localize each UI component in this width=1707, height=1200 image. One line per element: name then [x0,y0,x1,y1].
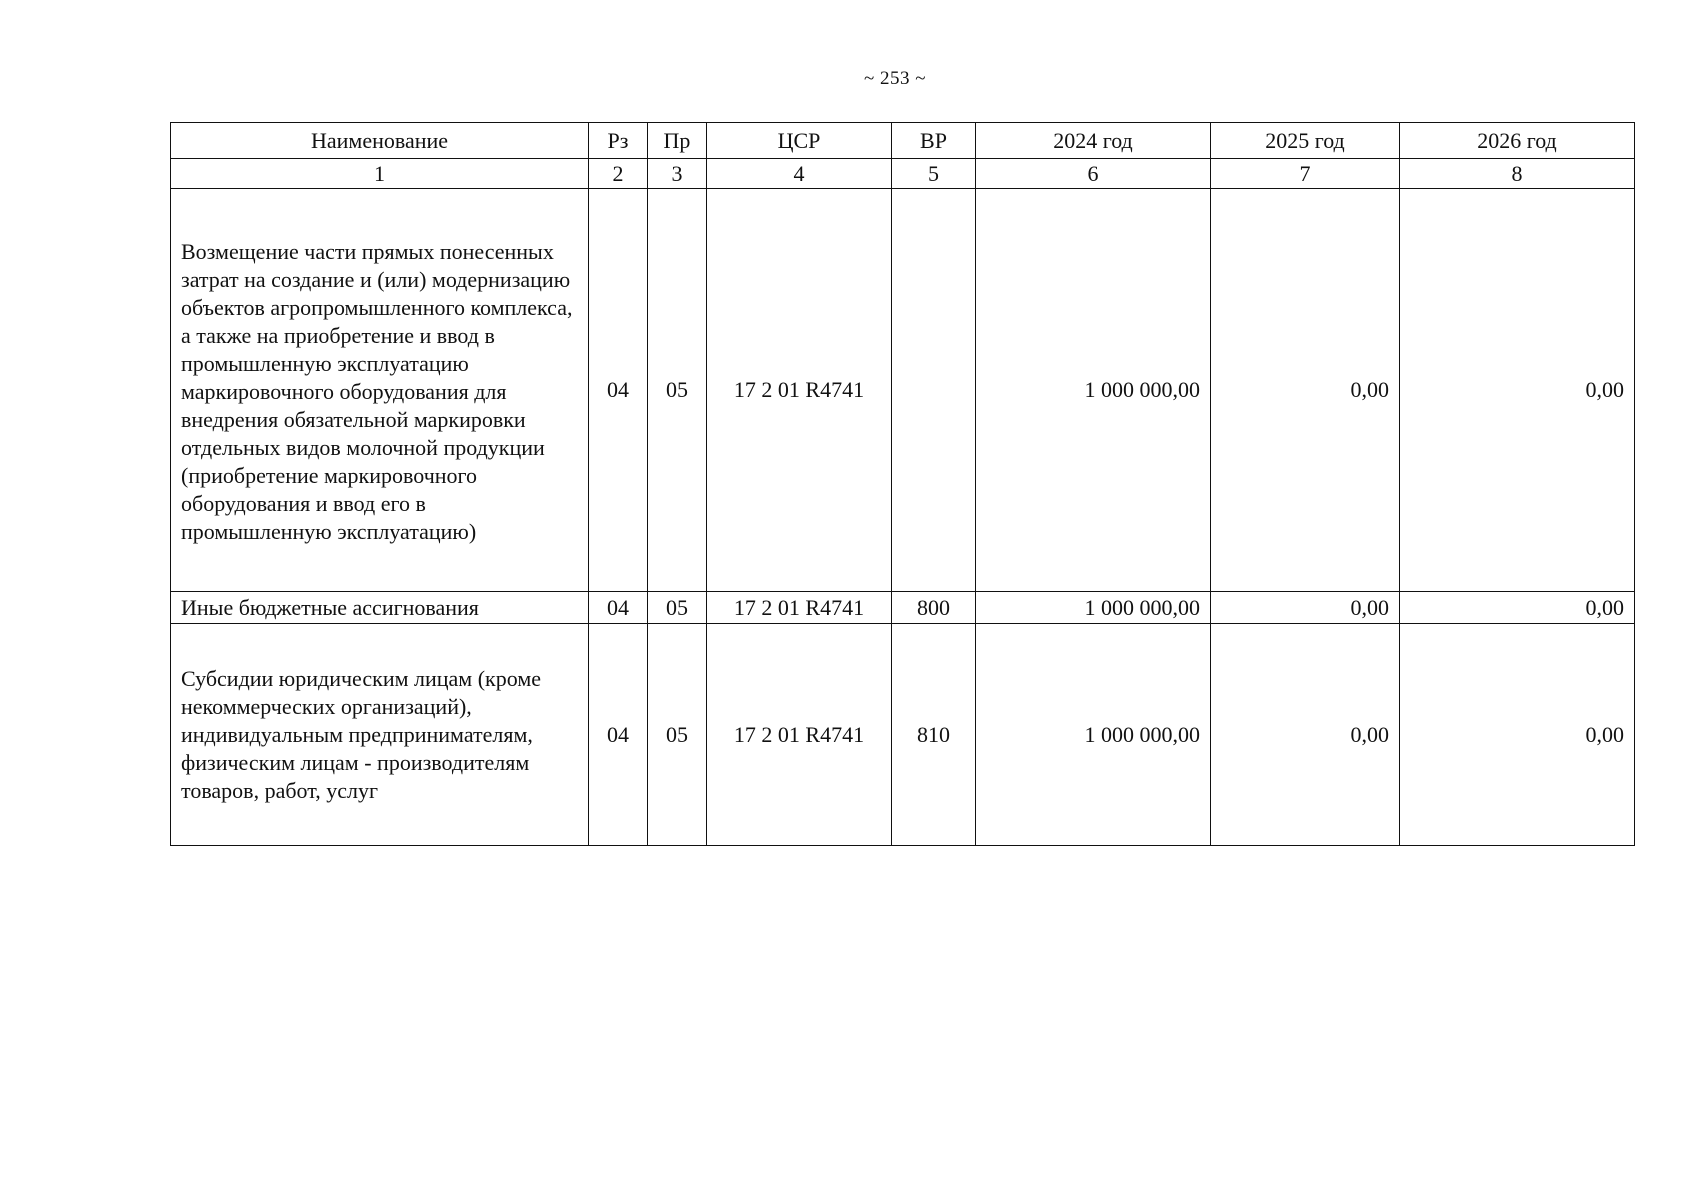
budget-table [170,122,1635,846]
row-name: Субсидии юридическим лицам (кроме некоммерческих организаций), индивидуальным предпринимателям, физическим лицам - производителям товаров, работ, услуг [171,624,589,846]
column-number: 3 [648,159,707,189]
row-vr: 800 [892,592,976,624]
column-number: 5 [892,159,976,189]
header-row [171,123,1635,159]
header-pr: Пр [648,123,707,159]
column-number: 6 [976,159,1211,189]
header-vr: ВР [892,123,976,159]
row-pr: 05 [648,624,707,846]
header-2024: 2024 год [976,123,1211,159]
row-csr: 17 2 01 R4741 [707,592,892,624]
row-rz: 04 [589,624,648,846]
row-2025: 0,00 [1211,189,1400,592]
row-rz: 04 [589,189,648,592]
row-2026: 0,00 [1400,189,1635,592]
row-2025: 0,00 [1211,624,1400,846]
column-number: 1 [171,159,589,189]
table-row [171,624,1635,846]
header-2025: 2025 год [1211,123,1400,159]
row-csr: 17 2 01 R4741 [707,624,892,846]
row-2026: 0,00 [1400,592,1635,624]
row-2024: 1 000 000,00 [976,624,1211,846]
page-number: ~ 253 ~ [863,68,927,89]
row-2024: 1 000 000,00 [976,592,1211,624]
table-row [171,189,1635,592]
row-2025: 0,00 [1211,592,1400,624]
column-number: 7 [1211,159,1400,189]
row-rz: 04 [589,592,648,624]
row-pr: 05 [648,189,707,592]
row-2026: 0,00 [1400,624,1635,846]
header-csr: ЦСР [707,123,892,159]
column-number: 4 [707,159,892,189]
row-2024: 1 000 000,00 [976,189,1211,592]
header-name: Наименование [171,123,589,159]
row-vr: 810 [892,624,976,846]
table-row [171,592,1635,624]
row-name: Возмещение части прямых понесенных затрат на создание и (или) модернизацию объектов агропромышленного комплекса, а также на приобретение и ввод в промышленную эксплуатацию маркировочного оборудования для внедрения обязательной маркировки отдельных видов молочной продукции (приобретение маркировочного оборудования и ввод его в промышленную эксплуатацию) [171,189,589,592]
column-number: 2 [589,159,648,189]
column-number: 8 [1400,159,1635,189]
row-csr: 17 2 01 R4741 [707,189,892,592]
header-2026: 2026 год [1400,123,1635,159]
header-rz: Рз [589,123,648,159]
row-pr: 05 [648,592,707,624]
row-vr [892,189,976,592]
row-name: Иные бюджетные ассигнования [171,592,589,624]
column-number-row [171,159,1635,189]
